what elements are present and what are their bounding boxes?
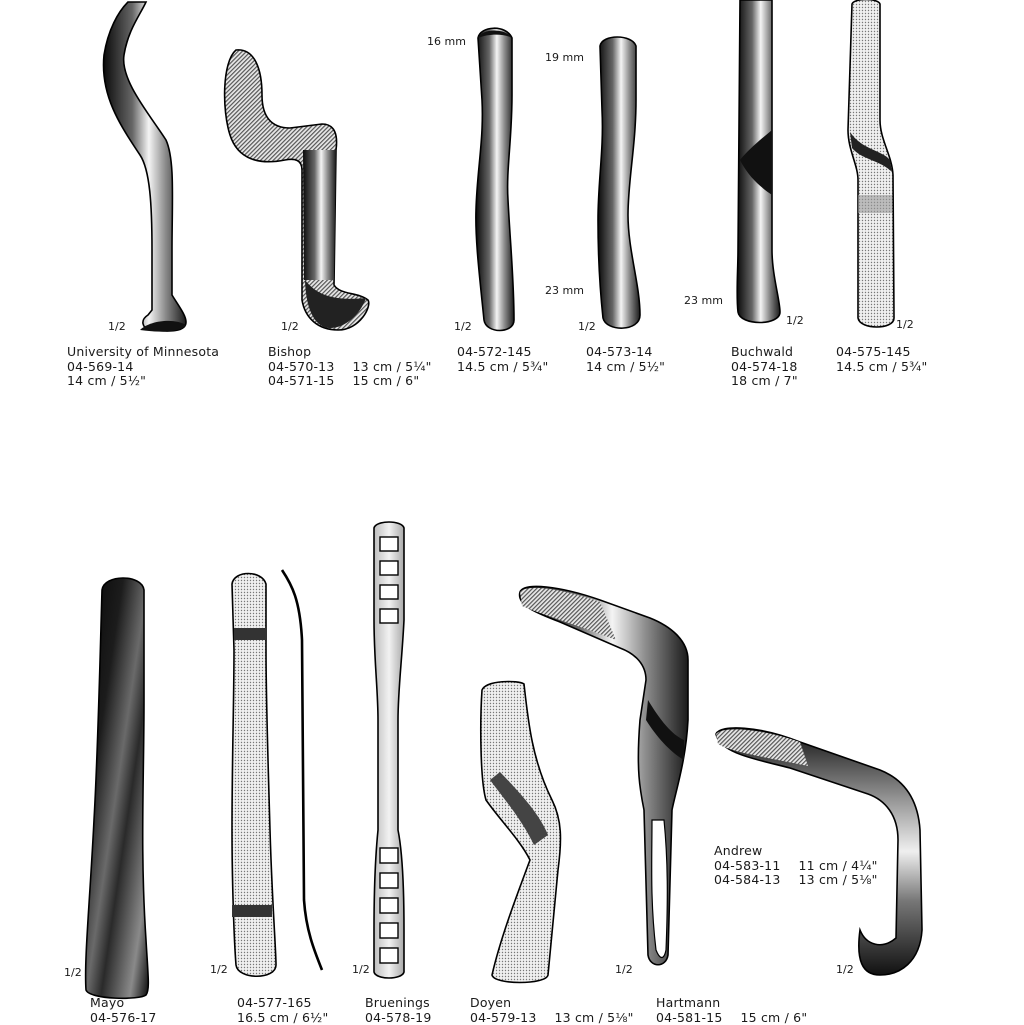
instrument-size: 16.5 cm / 6½" bbox=[237, 1011, 328, 1025]
instrument-size: 15 cm / 6" bbox=[741, 1011, 808, 1025]
retractor-04-577-165-profile bbox=[282, 570, 322, 970]
instrument-size: 11 cm / 4¼" bbox=[799, 859, 878, 874]
instrument-name: Andrew bbox=[714, 844, 878, 859]
width-label: 23 mm bbox=[545, 284, 584, 297]
width-label: 23 mm bbox=[684, 294, 723, 307]
caption-bruenings bbox=[365, 996, 432, 1025]
caption-04-577-165 bbox=[237, 996, 328, 1025]
width-label: 19 mm bbox=[545, 51, 584, 64]
instrument-name: Bishop bbox=[268, 345, 432, 360]
catalog-number: 04-571-15 bbox=[268, 374, 335, 389]
caption-04-572-145 bbox=[457, 345, 548, 374]
instrument-size: 13 cm / 5⅛" bbox=[799, 873, 878, 888]
scale-mark: 1/2 bbox=[281, 320, 299, 333]
catalog-number: 04-577-165 bbox=[237, 996, 328, 1011]
instrument-name: Buchwald bbox=[731, 345, 798, 360]
instrument-name: Hartmann bbox=[656, 996, 807, 1011]
catalog-number: 04-569-14 bbox=[67, 360, 219, 375]
width-label: 16 mm bbox=[427, 35, 466, 48]
scale-mark: 1/2 bbox=[836, 963, 854, 976]
instrument-size: 13 cm / 5¼" bbox=[353, 360, 432, 375]
scale-mark: 1/2 bbox=[108, 320, 126, 333]
catalog-number: 04-581-15 bbox=[656, 1011, 723, 1025]
instrument-size: 14.5 cm / 5¾" bbox=[836, 360, 927, 375]
buchwald-retractor bbox=[737, 0, 780, 323]
instrument-size: 15 cm / 6" bbox=[353, 374, 420, 389]
catalog-line bbox=[714, 859, 878, 874]
instrument-size: 14 cm / 5½" bbox=[67, 374, 219, 389]
catalog-number: 04-584-13 bbox=[714, 873, 781, 888]
bishop-retractor bbox=[225, 50, 369, 330]
instrument-name: Doyen bbox=[470, 996, 634, 1011]
caption-doyen bbox=[470, 996, 634, 1025]
retractor-04-577-165 bbox=[232, 574, 276, 977]
catalog-number: 04-578-19 bbox=[365, 1011, 432, 1025]
retractor-04-572-145 bbox=[476, 28, 514, 330]
caption-buchwald bbox=[731, 345, 798, 389]
scale-mark: 1/2 bbox=[210, 963, 228, 976]
scale-mark: 1/2 bbox=[454, 320, 472, 333]
scale-mark: 1/2 bbox=[615, 963, 633, 976]
catalog-line bbox=[268, 360, 432, 375]
retractor-04-575-145 bbox=[848, 0, 894, 327]
catalog-number: 04-570-13 bbox=[268, 360, 335, 375]
scale-mark: 1/2 bbox=[896, 318, 914, 331]
caption-04-575-145 bbox=[836, 345, 927, 374]
catalog-number: 04-583-11 bbox=[714, 859, 781, 874]
instrument-size: 14 cm / 5½" bbox=[586, 360, 665, 375]
scale-mark: 1/2 bbox=[64, 966, 82, 979]
instrument-name: Mayo bbox=[90, 996, 157, 1011]
retractor-04-573-14 bbox=[598, 37, 640, 328]
scale-mark: 1/2 bbox=[578, 320, 596, 333]
doyen-retractor bbox=[481, 682, 561, 983]
instrument-size: 13 cm / 5⅛" bbox=[555, 1011, 634, 1025]
catalog-number: 04-576-17 bbox=[90, 1011, 157, 1025]
scale-mark: 1/2 bbox=[786, 314, 804, 327]
caption-mayo bbox=[90, 996, 157, 1025]
catalog-number: 04-572-145 bbox=[457, 345, 548, 360]
instrument-name: Bruenings bbox=[365, 996, 432, 1011]
instrument-size: 18 cm / 7" bbox=[731, 374, 798, 389]
catalog-number: 04-575-145 bbox=[836, 345, 927, 360]
university-of-minnesota-retractor bbox=[103, 2, 186, 332]
mayo-retractor bbox=[86, 578, 149, 998]
bruenings-retractor bbox=[374, 522, 404, 978]
catalog-line bbox=[714, 873, 878, 888]
caption-04-573-14 bbox=[586, 345, 665, 374]
caption-hartmann bbox=[656, 996, 807, 1025]
caption-andrew bbox=[714, 844, 878, 888]
instrument-name: University of Minnesota bbox=[67, 345, 219, 360]
instrument-size: 14.5 cm / 5¾" bbox=[457, 360, 548, 375]
scale-mark: 1/2 bbox=[352, 963, 370, 976]
catalog-number: 04-574-18 bbox=[731, 360, 798, 375]
catalog-number: 04-579-13 bbox=[470, 1011, 537, 1025]
catalog-line bbox=[268, 374, 432, 389]
catalog-line bbox=[470, 1011, 634, 1025]
catalog-number: 04-573-14 bbox=[586, 345, 665, 360]
catalog-line bbox=[656, 1011, 807, 1025]
caption-bishop bbox=[268, 345, 432, 389]
caption-university-of-minnesota bbox=[67, 345, 219, 389]
